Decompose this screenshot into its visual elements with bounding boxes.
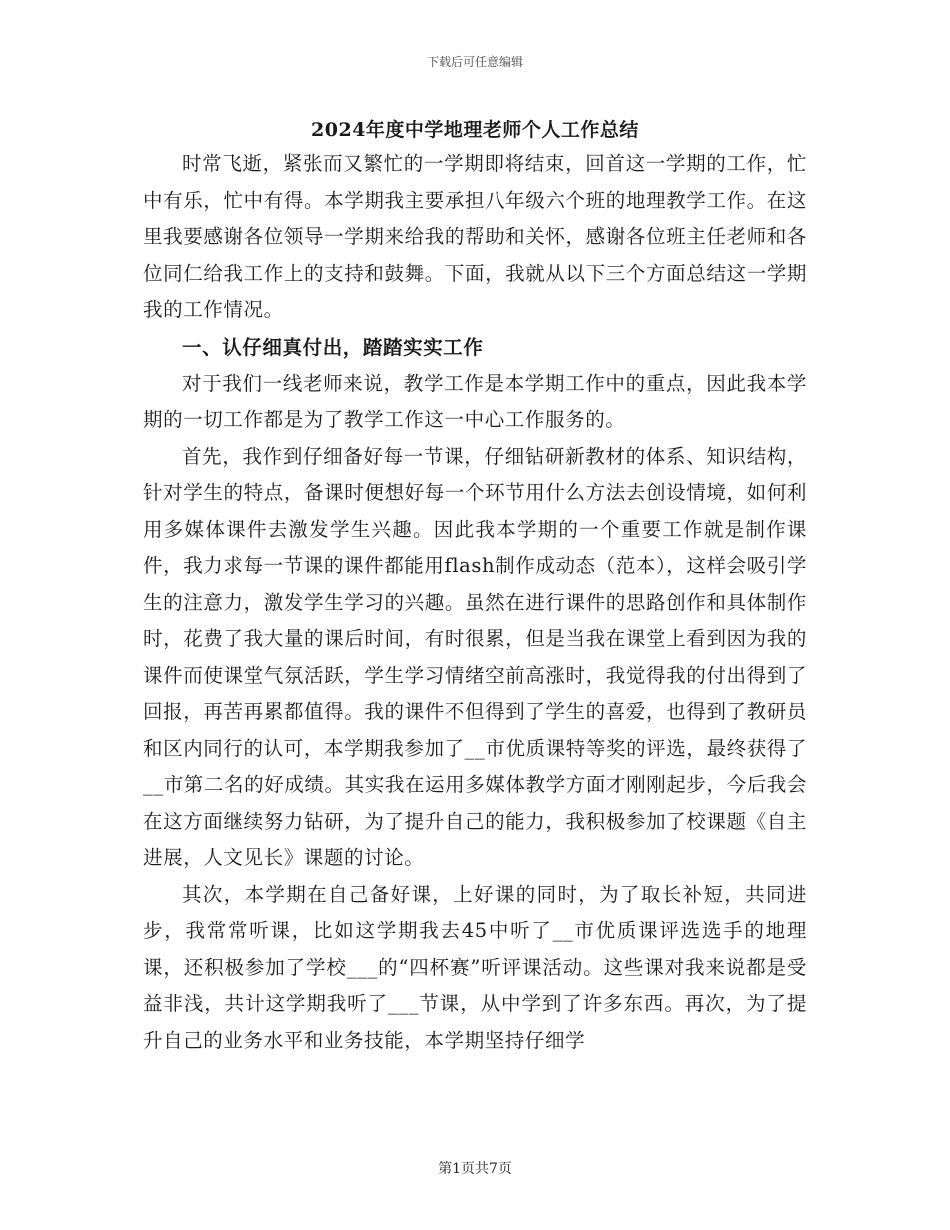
body-paragraph: 首先，我作到仔细备好每一节课，仔细钻研新教材的体系、知识结构，针对学生的特点，备课时便想好每一个环节用什么方法去创设情境，如何利用多媒体课件去激发学生兴趣。因此我本学期的一个重要工作就是制作课件，我力求每一节课的课件都能用flash制作成动态（范本），这样会吸引学生的注意力，激发学生学习的兴趣。虽然在进行课件的思路创作和具体制作时，花费了我大量的课后时间，有时很累，但是当我在课堂上看到因为我的课件而使课堂气氛活跃，学生学习情绪空前高涨时，我觉得我的付出得到了回报，再苦再累都值得。我的课件不但得到了学生的喜爱，也得到了教研员和区内同行的认可，本学期我参加了__市优质课特等奖的评选，最终获得了__市第二名的好成绩。其实我在运用多媒体教学方面才刚刚起步，今后我会在这方面继续努力钻研，为了提升自己的能力，我积极参加了校课题《自主进展，人文见长》课题的讨论。 — [143, 444, 807, 869]
document-title: 2024年度中学地理老师个人工作总结 — [311, 119, 639, 141]
document-body — [143, 146, 807, 1059]
page-header-note: 下载后可任意编辑 — [426, 55, 523, 69]
intro-paragraph: 时常飞逝，紧张而又繁忙的一学期即将结束，回首这一学期的工作，忙中有乐，忙中有得。本学期我主要承担八年级六个班的地理教学工作。在这里我要感谢各位领导一学期来给我的帮助和关怀，感谢各位班主任老师和各位同仁给我工作上的支持和鼓舞。下面，我就从以下三个方面总结这一学期我的工作情况。 — [143, 152, 807, 321]
body-paragraph: 其次，本学期在自己备好课，上好课的同时，为了取长补短，共同进步，我常常听课，比如这学期我去45中听了__市优质课评选选手的地理课，还积极参加了学校___的“四杯赛”听评课活动。这些课对我来说都是受益非浅，共计这学期我听了___节课，从中学到了许多东西。再次，为了提升自己的业务水平和业务技能，本学期坚持仔细学 — [143, 882, 807, 1052]
page-number: 第1页共7页 — [438, 1161, 512, 1177]
section-heading: 一、认仔细真付出，踏踏实实工作 — [182, 335, 484, 359]
body-paragraph: 对于我们一线老师来说，教学工作是本学期工作中的重点，因此我本学期的一切工作都是为了教学工作这一中心工作服务的。 — [143, 371, 807, 431]
